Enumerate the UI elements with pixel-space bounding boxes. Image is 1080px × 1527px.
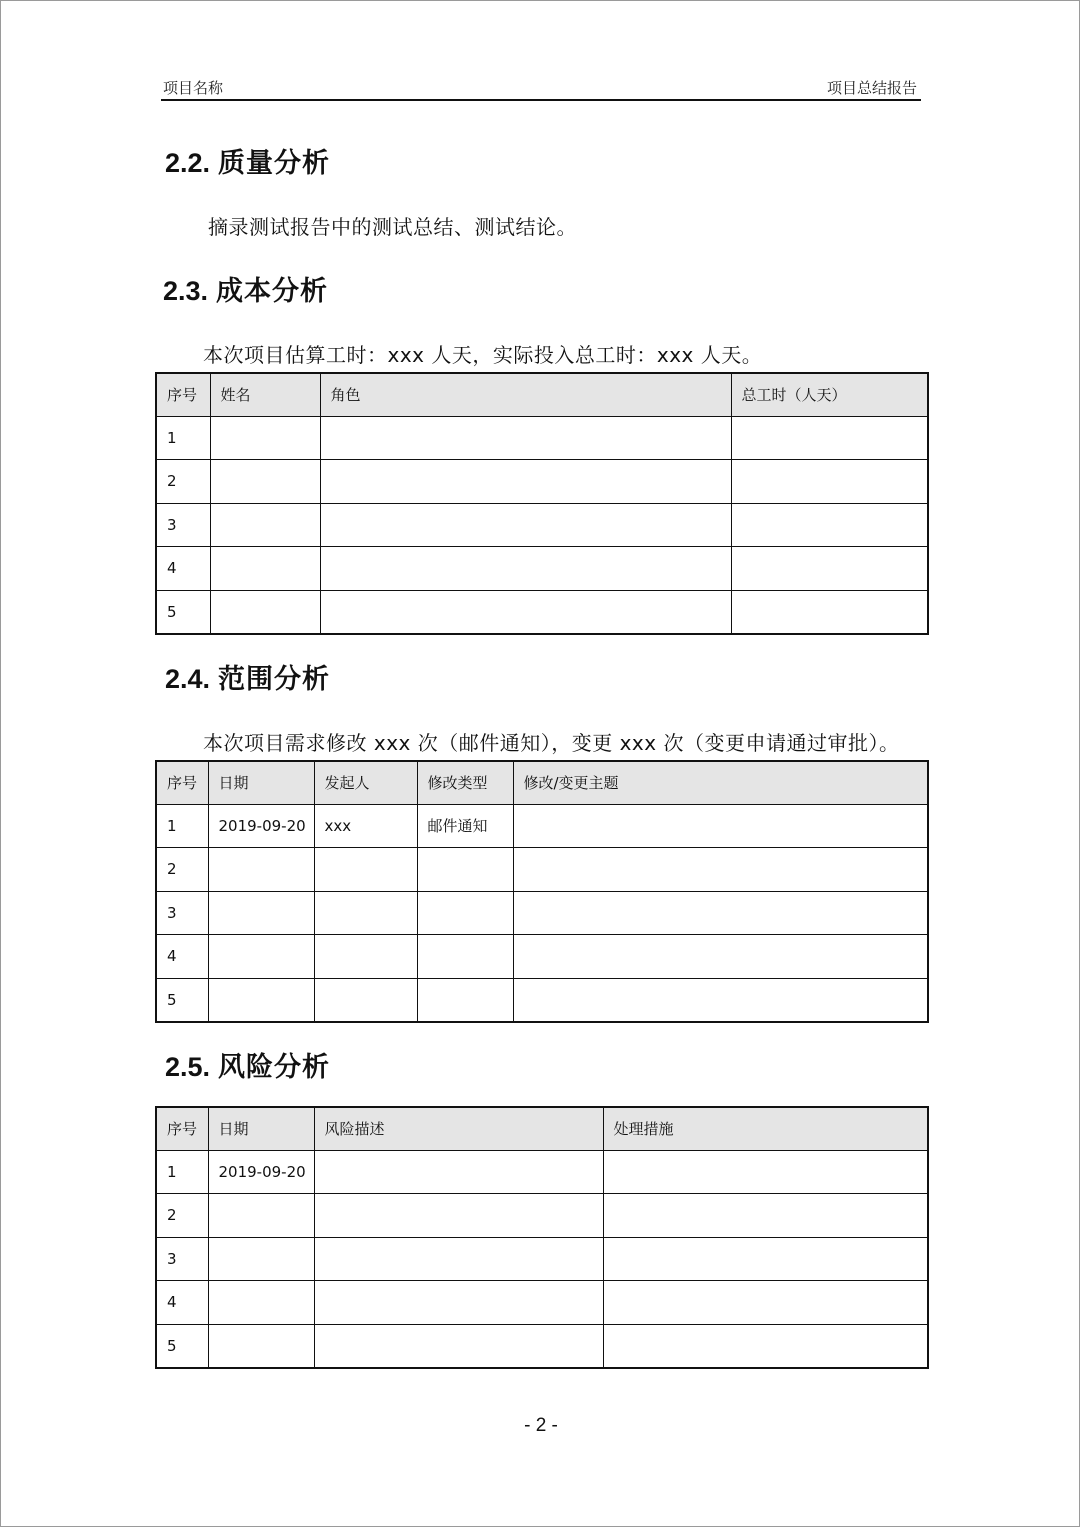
table-cell bbox=[603, 1324, 928, 1368]
table-cell bbox=[208, 1237, 314, 1281]
page-number: - 2 - bbox=[524, 1415, 558, 1436]
table-row bbox=[156, 891, 928, 935]
table-cell bbox=[320, 416, 731, 460]
section-heading-cost bbox=[163, 269, 328, 308]
table-cell: 5 bbox=[156, 978, 208, 1022]
table-cell: 2 bbox=[156, 1194, 208, 1238]
table-cell bbox=[314, 978, 417, 1022]
table-row bbox=[156, 1237, 928, 1281]
table-cell bbox=[417, 978, 513, 1022]
table-cell bbox=[314, 1194, 603, 1238]
table-row bbox=[156, 503, 928, 547]
table-cell bbox=[314, 891, 417, 935]
table-cell bbox=[731, 590, 928, 634]
column-header: 处理措施 bbox=[603, 1107, 928, 1150]
column-header: 姓名 bbox=[210, 373, 320, 416]
table-cell bbox=[417, 848, 513, 892]
table-header-row bbox=[156, 373, 928, 416]
table-row bbox=[156, 416, 928, 460]
table-cell: 4 bbox=[156, 1281, 208, 1325]
table-row bbox=[156, 590, 928, 634]
table-cell bbox=[314, 848, 417, 892]
table-row bbox=[156, 1324, 928, 1368]
column-header: 修改/变更主题 bbox=[513, 761, 928, 804]
table-cell: 1 bbox=[156, 1150, 208, 1194]
table-cell bbox=[603, 1150, 928, 1194]
table-cell bbox=[513, 848, 928, 892]
table-cell bbox=[208, 891, 314, 935]
table-row bbox=[156, 1194, 928, 1238]
table-cell bbox=[731, 460, 928, 504]
section-heading-risk bbox=[165, 1045, 330, 1084]
section-number: 2.4. bbox=[165, 664, 211, 694]
column-header: 风险描述 bbox=[314, 1107, 603, 1150]
section-number: 2.2. bbox=[165, 148, 211, 178]
table-cell: 1 bbox=[156, 804, 208, 848]
table-cell: 1 bbox=[156, 416, 210, 460]
section-title: 风险分析 bbox=[218, 1052, 331, 1083]
table-cell bbox=[314, 1150, 603, 1194]
header-project-name: 项目名称 bbox=[163, 79, 224, 97]
table-cell bbox=[731, 503, 928, 547]
table-cell bbox=[208, 978, 314, 1022]
table-cell bbox=[320, 590, 731, 634]
table-cell bbox=[603, 1194, 928, 1238]
table-cell bbox=[417, 891, 513, 935]
table-cell bbox=[210, 460, 320, 504]
column-header: 总工时（人天） bbox=[731, 373, 928, 416]
table-cell bbox=[513, 978, 928, 1022]
table-cell bbox=[731, 547, 928, 591]
column-header: 序号 bbox=[156, 1107, 208, 1150]
table-cell: 邮件通知 bbox=[417, 804, 513, 848]
table-cell: 2 bbox=[156, 460, 210, 504]
table-row bbox=[156, 547, 928, 591]
table-cell bbox=[210, 547, 320, 591]
table-cell bbox=[210, 416, 320, 460]
column-header: 日期 bbox=[208, 761, 314, 804]
table-row bbox=[156, 460, 928, 504]
table-cell: 3 bbox=[156, 891, 208, 935]
scope-table bbox=[155, 760, 929, 1023]
table-cell bbox=[208, 1281, 314, 1325]
table-cell: 4 bbox=[156, 547, 210, 591]
header-divider bbox=[161, 99, 921, 101]
table-cell bbox=[603, 1281, 928, 1325]
table-cell bbox=[314, 1324, 603, 1368]
table-cell bbox=[208, 935, 314, 979]
table-cell: 3 bbox=[156, 1237, 208, 1281]
table-cell bbox=[513, 804, 928, 848]
column-header: 角色 bbox=[320, 373, 731, 416]
table-cell bbox=[417, 935, 513, 979]
section-number: 2.3. bbox=[163, 276, 209, 306]
table-cell bbox=[314, 1237, 603, 1281]
table-cell bbox=[513, 935, 928, 979]
table-cell bbox=[314, 1281, 603, 1325]
table-cell: 4 bbox=[156, 935, 208, 979]
table-cell: 2019-09-20 bbox=[208, 1150, 314, 1194]
table-cell bbox=[320, 547, 731, 591]
table-header-row bbox=[156, 1107, 928, 1150]
risk-table bbox=[155, 1106, 929, 1369]
section-heading-quality bbox=[165, 141, 330, 180]
section-heading-scope bbox=[165, 657, 330, 696]
table-row bbox=[156, 848, 928, 892]
table-cell bbox=[314, 935, 417, 979]
table-cell bbox=[320, 460, 731, 504]
table-cell bbox=[210, 503, 320, 547]
table-cell bbox=[208, 1324, 314, 1368]
column-header: 修改类型 bbox=[417, 761, 513, 804]
table-cell: 3 bbox=[156, 503, 210, 547]
cost-paragraph: 本次项目估算工时：xxx 人天，实际投入总工时：xxx 人天。 bbox=[203, 343, 763, 367]
column-header: 序号 bbox=[156, 761, 208, 804]
table-row bbox=[156, 1281, 928, 1325]
table-cell bbox=[731, 416, 928, 460]
column-header: 发起人 bbox=[314, 761, 417, 804]
table-row bbox=[156, 804, 928, 848]
column-header: 日期 bbox=[208, 1107, 314, 1150]
table-cell: 2 bbox=[156, 848, 208, 892]
section-title: 成本分析 bbox=[216, 276, 329, 307]
column-header: 序号 bbox=[156, 373, 210, 416]
table-cell bbox=[603, 1237, 928, 1281]
table-row bbox=[156, 1150, 928, 1194]
table-header-row bbox=[156, 761, 928, 804]
table-cell bbox=[208, 848, 314, 892]
table-row bbox=[156, 978, 928, 1022]
scope-paragraph: 本次项目需求修改 xxx 次（邮件通知），变更 xxx 次（变更申请通过审批）。 bbox=[203, 731, 900, 755]
header-report-title: 项目总结报告 bbox=[826, 79, 917, 97]
table-row bbox=[156, 935, 928, 979]
table-cell: 2019-09-20 bbox=[208, 804, 314, 848]
cost-table bbox=[155, 372, 929, 635]
section-title: 范围分析 bbox=[218, 664, 331, 695]
table-cell bbox=[513, 891, 928, 935]
table-cell bbox=[210, 590, 320, 634]
table-cell: 5 bbox=[156, 1324, 208, 1368]
quality-paragraph: 摘录测试报告中的测试总结、测试结论。 bbox=[208, 215, 577, 239]
table-cell bbox=[320, 503, 731, 547]
section-title: 质量分析 bbox=[218, 148, 331, 179]
table-cell: xxx bbox=[314, 804, 417, 848]
table-cell bbox=[208, 1194, 314, 1238]
table-cell: 5 bbox=[156, 590, 210, 634]
section-number: 2.5. bbox=[165, 1052, 211, 1082]
